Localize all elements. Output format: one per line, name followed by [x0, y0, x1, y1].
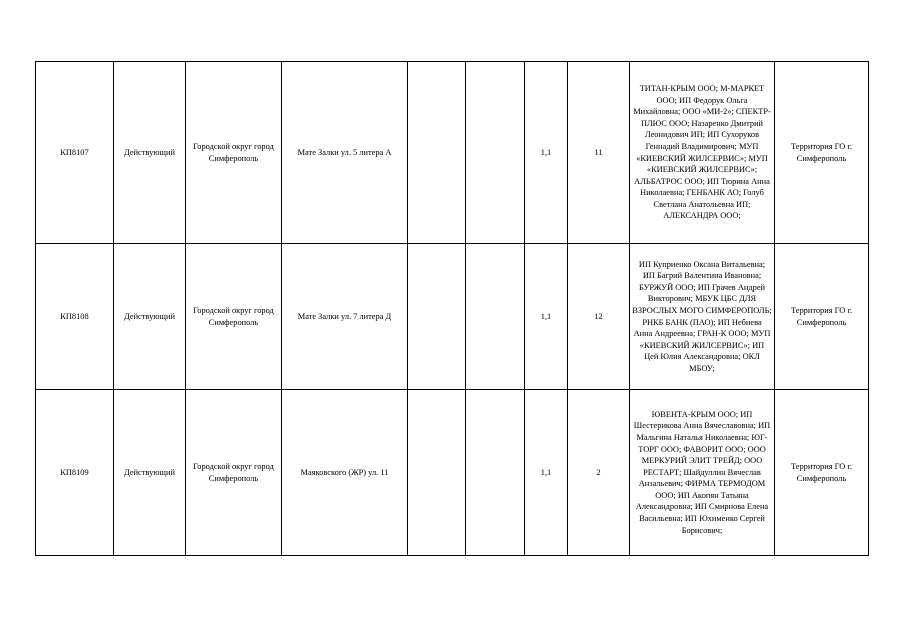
status-cell: Действующий	[114, 244, 186, 390]
volume-cell: 1,1	[525, 62, 568, 244]
address-cell: Мате Залки ул. 7 литера Д	[282, 244, 408, 390]
site-code-cell: КП8108	[36, 244, 114, 390]
status-cell: Действующий	[114, 62, 186, 244]
empty-cell	[408, 62, 466, 244]
count-cell: 12	[568, 244, 630, 390]
address-cell: Мате Залки ул. 5 литера А	[282, 62, 408, 244]
owners-cell: ИП Куприенко Оксана Витальевна; ИП Багрий Валентина Ивановна; БУРЖУЙ ООО; ИП Грачев Андрей Викторович; МБУК ЦБС ДЛЯ ВЗРОСЛЫХ МОГО СИМФЕРОПОЛЬ; РНКБ БАНК (ПАО); ИП Небиева Анна Андреевна; ГРАН-К ООО; МУП «КИЕВСКИЙ ЖИЛСЕРВИС»; ИП Цей Юлия Александровна; ОКЛ МБОУ;	[630, 244, 775, 390]
table-row	[36, 390, 869, 556]
site-code-cell: КП8109	[36, 390, 114, 556]
owners-cell: ЮВЕНТА-КРЫМ ООО; ИП Шестерикова Анна Вячеславовна; ИП Мальгина Наталья Николаевна; ЮГ-ТОРГ ООО; ФАВОРИТ ООО; ООО МЕРКУРИЙ ЭЛИТ ТРЕЙД; ООО РЕСТАРТ; Шайдуллин Вячеслав Анзальевич; ФИРМА ТЕРМОДОМ ООО; ИП Акопян Татьяна Александровна; ИП Смирнова Елена Васильевна; ИП Юхименко Сергей Борисович;	[630, 390, 775, 556]
municipality-cell: Городской округ город Симферополь	[186, 244, 282, 390]
empty-cell	[466, 244, 525, 390]
empty-cell	[408, 244, 466, 390]
municipality-cell: Городской округ город Симферополь	[186, 390, 282, 556]
territory-cell: Территория ГО г. Симферополь	[775, 390, 869, 556]
territory-cell: Территория ГО г. Симферополь	[775, 62, 869, 244]
municipality-cell: Городской округ город Симферополь	[186, 62, 282, 244]
table-row	[36, 62, 869, 244]
site-code-cell: КП8107	[36, 62, 114, 244]
status-cell: Действующий	[114, 390, 186, 556]
address-cell: Маяковского (ЖР) ул. 11	[282, 390, 408, 556]
count-cell: 2	[568, 390, 630, 556]
empty-cell	[466, 390, 525, 556]
table-row	[36, 244, 869, 390]
count-cell: 11	[568, 62, 630, 244]
volume-cell: 1,1	[525, 390, 568, 556]
registry-table	[35, 61, 869, 556]
territory-cell: Территория ГО г. Симферополь	[775, 244, 869, 390]
volume-cell: 1,1	[525, 244, 568, 390]
empty-cell	[408, 390, 466, 556]
owners-cell: ТИТАН-КРЫМ ООО; М-МАРКЕТ ООО; ИП Федорук Ольга Михайловна; ООО «МИ-2»; СПЕКТР-ПЛЮС ООО; Назаренко Дмитрий Леонидович ИП; ИП Сухоруков Геннадий Владимирович; МУП «КИЕВСКИЙ ЖИЛСЕРВИС»; МУП «КИЕВСКИЙ ЖИЛСЕРВИС»; АЛЬБАТРОС ООО; ИП Тюрина Анна Николаевна; ГЕНБАНК АО; Голуб Светлана Анатольевна ИП; АЛЕКСАНДРА ООО;	[630, 62, 775, 244]
empty-cell	[466, 62, 525, 244]
